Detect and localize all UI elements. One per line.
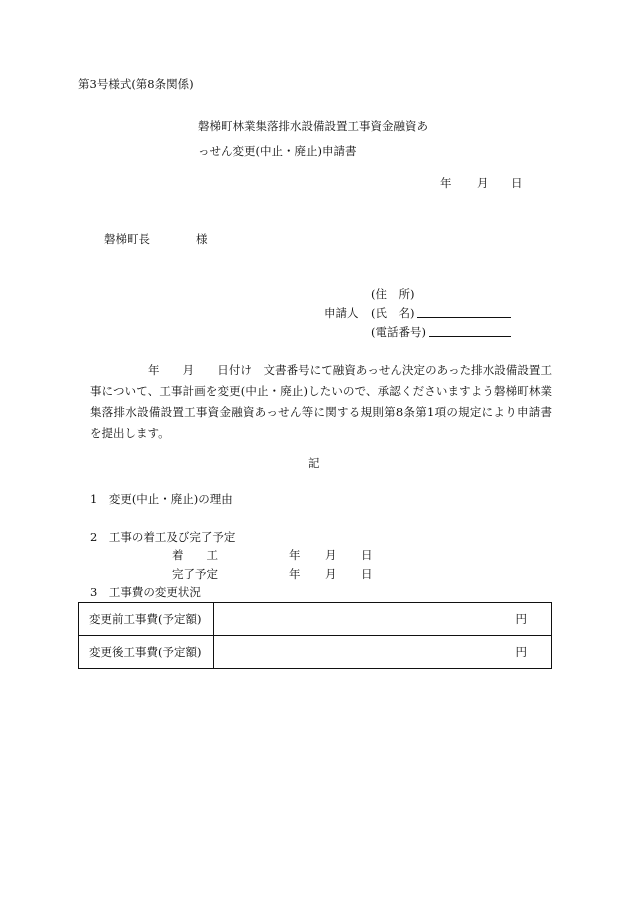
end-year: 年 <box>289 567 301 581</box>
body-paragraph: 年 月 日付け 文書番号にて融資あっせん決定のあった排水設備設置工事について、工事計画を変更(中止・廃止)したいので、承認くださいますよう磐梯町林業集落排水設備設置工事資金融資あっせん等に関する規則第8条第1項の規定により申請書を提出します。 <box>90 363 552 440</box>
applicant-label: 申請人 <box>324 306 359 320</box>
item1-reason: 1 変更(中止・廃止)の理由 <box>90 492 233 506</box>
start-day: 日 <box>361 548 373 562</box>
item3-heading: 3 工事費の変更状況 <box>90 585 201 599</box>
end-label: 完了予定 <box>172 567 218 581</box>
date-month: 月 <box>477 176 489 190</box>
end-month: 月 <box>325 567 337 581</box>
phone-underline <box>429 324 511 337</box>
date-day: 日 <box>511 176 523 190</box>
phone-label: (電話番号) <box>371 325 426 339</box>
document-title-line1: 磐梯町林業集落排水設備設置工事資金融資あ <box>198 119 428 133</box>
table-row <box>79 636 552 669</box>
cost-table <box>78 602 552 669</box>
date-year: 年 <box>440 176 452 190</box>
ki-heading: 記 <box>308 456 320 470</box>
start-month: 月 <box>325 548 337 562</box>
cost-before-value: 円 <box>214 603 552 636</box>
cost-after-value: 円 <box>214 636 552 669</box>
address-label: (住 所) <box>371 287 415 301</box>
addressee-honorific: 様 <box>196 232 208 246</box>
table-row <box>79 603 552 636</box>
name-underline <box>417 305 511 318</box>
form-number: 第3号様式(第8条関係) <box>78 77 194 91</box>
item2-heading: 2 工事の着工及び完了予定 <box>90 530 236 544</box>
addressee-name: 磐梯町長 <box>104 232 150 246</box>
start-year: 年 <box>289 548 301 562</box>
name-label: (氏 名) <box>371 306 415 320</box>
document-title-line2: っせん変更(中止・廃止)申請書 <box>198 144 357 158</box>
cost-before-label: 変更前工事費(予定額) <box>79 603 214 636</box>
start-label: 着 工 <box>172 548 218 562</box>
end-day: 日 <box>361 567 373 581</box>
cost-after-label: 変更後工事費(予定額) <box>79 636 214 669</box>
